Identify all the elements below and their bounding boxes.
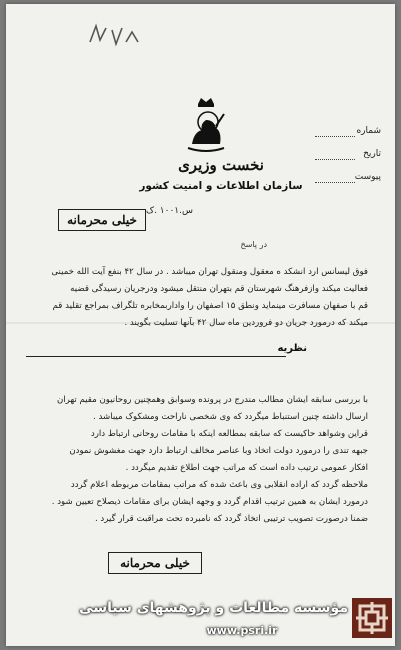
paragraph-1-line: میکند که درمورد جریان دو فروردین ماه سال ۴۲ بآنها تسلیت بگویند . — [124, 318, 368, 328]
paragraph-2-line: ارسال داشته چنین استنباط میگردد که وی شخصی ناراحت ومشکوک میباشد . — [93, 412, 368, 422]
paragraph-2-line: جبهه تندی را درمورد دولت اتخاذ وبا عناصر مخالف ارتباط دارد جهت مغشوش نمودن — [69, 446, 368, 456]
paragraph-1-line: فوق لیسانس ارد انشکد ه معقول ومنقول تهران میباشد . در سال ۴۲ بنفع آیت الله خمینی — [51, 267, 368, 277]
classification-stamp-bottom: خیلی محرمانه — [108, 552, 202, 574]
section-heading: نظریه — [277, 343, 307, 354]
lion-and-sun-emblem — [184, 96, 228, 154]
watermark-title: مؤسسه مطالعات و پژوهشهای سیاسی — [79, 600, 348, 616]
watermark-url: www.psri.ir — [206, 624, 278, 637]
paragraph-2 — [28, 392, 368, 528]
paragraph-2-line: ملاحظه گردد که اراده انقلابی وی باعث شده که مراتب بمقامات مربوطه اعلام گردد — [70, 480, 368, 490]
attachment-field-line — [315, 182, 355, 183]
paragraph-2-line: ضمنا درصورت تصویب ترتیبی اتخاذ گردد که نامبرده تحت مراقبت قرار گیرد . — [94, 514, 368, 524]
number-field-label: شماره — [356, 126, 381, 136]
handwritten-annotation — [86, 22, 146, 48]
paragraph-1 — [28, 264, 368, 332]
paragraph-2-line: درمورد ایشان به همین ترتیب اقدام گردد و وجهه ایشان برای مقامات ذیصلاح تعیین شود . — [51, 497, 368, 507]
number-field-line — [315, 136, 355, 137]
paragraph-1-line: قم با صفهان مسافرت مینماید ونطق ۱۵ اصفهان را واداربمخابره تلگراف بمراجع تقلید قم — [52, 301, 368, 311]
paragraph-2-line: قراین وشواهد حاکیست که سابقه بمطالعه اینکه با مقامات روحانی ارتباط دارد — [90, 429, 368, 439]
section-rule — [26, 356, 286, 357]
document-page — [6, 4, 395, 646]
paragraph-1-line: فعالیت میکند وازفرهنگ شهرستان قم بتهران منتقل میشود ودرجریان رسیدگی قضیه — [70, 284, 368, 294]
paragraph-2-line: با بررسی سابقه ایشان مطالب مندرج در پرونده وسوابق وهمچنین روحانیون مقیم تهران — [56, 395, 368, 405]
attachment-field-label: پیوست — [354, 172, 381, 182]
date-field-label: تاریخ — [363, 149, 381, 159]
classification-stamp-top: خیلی محرمانه — [58, 209, 146, 231]
ministry-title: نخست وزیری — [178, 156, 264, 174]
psri-logo-icon — [352, 598, 392, 638]
reference-number: س.۱۰۰۱ .ک — [146, 206, 193, 216]
paragraph-2-line: افکار عمومی ترتیب داده است که مراتب جهت اطلاع تقدیم میگردد . — [125, 463, 368, 473]
date-field-line — [315, 159, 355, 160]
reply-label: در پاسخ — [240, 240, 267, 249]
organization-name: سازمان اطلاعات و امنیت کشور — [139, 180, 303, 192]
